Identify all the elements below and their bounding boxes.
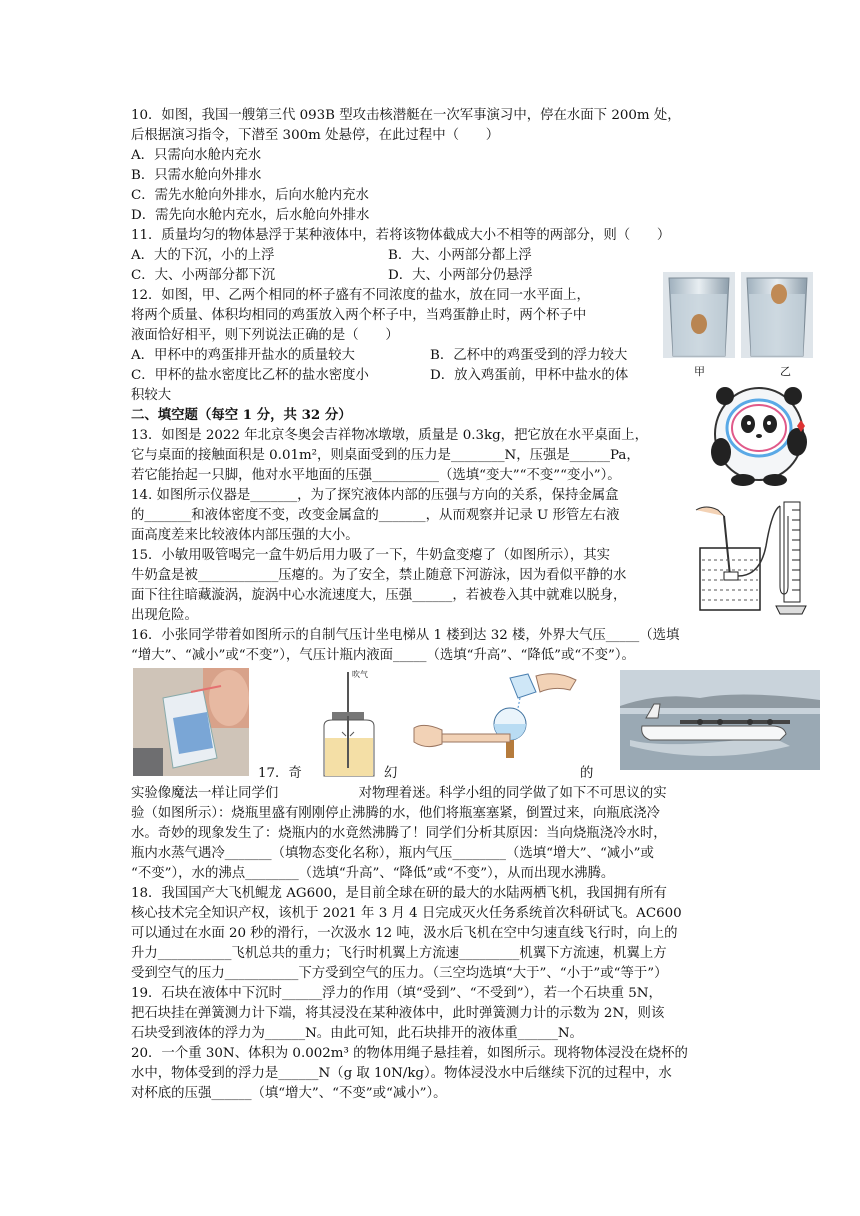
flask-experiment-image — [410, 668, 590, 764]
milk-carton-photo — [133, 668, 249, 776]
q17-line6: “不变”），水的沸点________（选填“升高”、“降低”或“不变”），从而出现水沸腾。 — [131, 866, 615, 881]
q18-line5: 受到空气的压力___________下方受到空气的压力。（三空均选填“大于”、“小于”或“等于”） — [131, 966, 668, 981]
q16-line2: “增大”、“减小”或“不变”），气压计瓶内液面_____（选填“升高”、“降低”或“不变”）。 — [131, 648, 635, 663]
q17-line3: 验（如图所示）：烧瓶里盛有刚刚停止沸腾的水，他们将瓶塞塞紧，倒置过来，向瓶底浇冷 — [131, 806, 660, 821]
q17-line1-c: 的 — [580, 766, 594, 781]
q14-line3: 面高度差来比较液体内部压强的大小。 — [131, 528, 359, 543]
q11-line1: 11．质量均匀的物体悬浮于某种液体中，若将该物体截成大小不相等的两部分，则（ ） — [131, 228, 671, 243]
q19-line1: 19．石块在液体中下沉时______浮力的作用（填“受到”、“不受到”），若一个石块重 5N， — [131, 986, 662, 1001]
q12-option-d: D．放入鸡蛋前，甲杯中盐水的体 — [430, 368, 629, 383]
q10-option-c: C．需先水舱向外排水，后向水舱内充水 — [131, 188, 369, 203]
q17-line1-b: 幻 — [384, 766, 398, 781]
q20-line1: 20．一个重 30N、体积为 0.002m³ 的物体用绳子悬挂着，如图所示。现将物体浸没在烧杯的 — [131, 1046, 688, 1061]
ag600-seaplane-photo — [620, 670, 820, 770]
q20-line2: 水中，物体受到的浮力是______N（g 取 10N/kg）。物体浸没水中后继续下沉的过程中，水 — [131, 1066, 672, 1081]
q10-option-a: A．只需向水舱内充水 — [131, 148, 262, 163]
u-tube-manometer-image — [688, 496, 810, 618]
q17-line5: 瓶内水蒸气遇冷_______（填物态变化名称），瓶内气压________（选填“增大”、“减小”或 — [131, 846, 654, 861]
q12-option-b: B．乙杯中的鸡蛋受到的浮力较大 — [430, 348, 628, 363]
q12-option-c: C．甲杯的盐水密度比乙杯的盐水密度小 — [131, 368, 369, 383]
q11-option-d: D．大、小两部分仍悬浮 — [388, 268, 533, 283]
q10-line1: 10．如图，我国一艘第三代 093B 型攻击核潜艇在一次军事演习中，停在水面下 200m 处， — [131, 108, 681, 123]
q10-option-d: D．需先向水舱内充水，后水舱向外排水 — [131, 208, 370, 223]
q17-line2: 实验像魔法一样让同学们 对物理着迷。科学小组的同学做了如下不可思议的实 — [131, 786, 667, 801]
q18-line4: 升力___________飞机总共的重力；飞行时机翼上方流速_________机翼下方流速，机翼上方 — [131, 946, 667, 961]
barometer-bottle-image — [318, 672, 380, 780]
q10-line2: 后根据演习指令，下潜至 300m 处悬停，在此过程中（ ） — [131, 128, 500, 143]
q12-option-d-cont: 积较大 — [131, 388, 172, 403]
q12-line2: 将两个质量、体积均相同的鸡蛋放入两个杯子中，当鸡蛋静止时，两个杯子中 — [131, 308, 587, 323]
q15-line4: 出现危险。 — [131, 608, 198, 623]
q16-line1: 16．小张同学带着如图所示的自制气压计坐电梯从 1 楼到达 32 楼，外界大气压_____（选填 — [131, 628, 680, 643]
q19-line2: 把石块挂在弹簧测力计下端，将其浸没在某种液体中，此时弹簧测力计的示数为 2N，则该 — [131, 1006, 665, 1021]
q20-line3: 对杯底的压强______（填“增大”、“不变”或“减小”）。 — [131, 1086, 447, 1101]
q13-line2: 它与桌面的接触面积是 0.01m²，则桌面受到的压力是________N，压强是______Pa， — [131, 448, 640, 463]
cup-jia-label: 甲 — [694, 365, 705, 378]
cup-jia-image — [663, 272, 735, 358]
q18-line2: 核心技术完全知识产权，该机于 2021 年 3 月 4 日完成灭火任务系统首次科研试飞。AC600 — [131, 906, 682, 921]
q19-line3: 石块受到液体的浮力为______N。由此可知，此石块排开的液体重______N。 — [131, 1026, 583, 1041]
q17-line4: 水。奇妙的现象发生了：烧瓶内的水竟然沸腾了！同学们分析其原因：当向烧瓶浇冷水时， — [131, 826, 667, 841]
q12-option-a: A．甲杯中的鸡蛋排开盐水的质量较大 — [131, 348, 355, 363]
q18-line1: 18．我国国产大飞机鲲龙 AG600，是目前全球在研的最大的水陆两栖飞机，我国拥有所有 — [131, 886, 667, 901]
section-2-title: 二、填空题（每空 1 分，共 32 分） — [131, 407, 352, 423]
blow-air-label: 吹气 — [352, 670, 368, 679]
q12-line1: 12．如图，甲、乙两个相同的杯子盛有不同浓度的盐水，放在同一水平面上， — [131, 288, 590, 303]
q11-option-a: A．大的下沉，小的上浮 — [131, 248, 275, 263]
q18-line3: 可以通过在水面 20 秒的滑行，一次汲水 12 吨，汲水后飞机在空中匀速直线飞行时，向上的 — [131, 926, 678, 941]
q12-line3: 液面恰好相平，则下列说法正确的是（ ） — [131, 328, 399, 343]
q15-line3: 面下往往暗藏漩涡，旋涡中心水流速度大，压强______，若被卷入其中就难以脱身， — [131, 588, 627, 603]
q15-line2: 牛奶盒是被____________压瘪的。为了安全，禁止随意下河游泳，因为看似平静的水 — [131, 568, 627, 583]
q11-option-b: B．大、小两部分都上浮 — [388, 248, 532, 263]
q13-line1: 13．如图是 2022 年北京冬奥会吉祥物冰墩墩，质量是 0.3kg，把它放在水平桌面上， — [131, 428, 648, 443]
cup-yi-label: 乙 — [780, 365, 791, 378]
cup-yi-image — [741, 272, 813, 358]
q14-line2: 的_______和液体密度不变，改变金属盒的_______，从而观察并记录 U 形管左右液 — [131, 508, 620, 523]
q14-line1: 14. 如图所示仪器是_______，为了探究液体内部的压强与方向的关系，保持金属盒 — [131, 488, 619, 503]
q17-line1-a: 17．奇 — [258, 766, 302, 781]
q13-line3: 若它能抬起一只脚，他对水平地面的压强__________（选填“变大”“不变”“变小”）。 — [131, 468, 621, 483]
q15-line1: 15．小敏用吸管喝完一盒牛奶后用力吸了一下，牛奶盒变瘪了（如图所示），其实 — [131, 548, 611, 563]
q11-option-c: C．大、小两部分都下沉 — [131, 268, 276, 283]
q10-option-b: B．只需水舱向外排水 — [131, 168, 262, 183]
mascot-image — [703, 382, 815, 486]
